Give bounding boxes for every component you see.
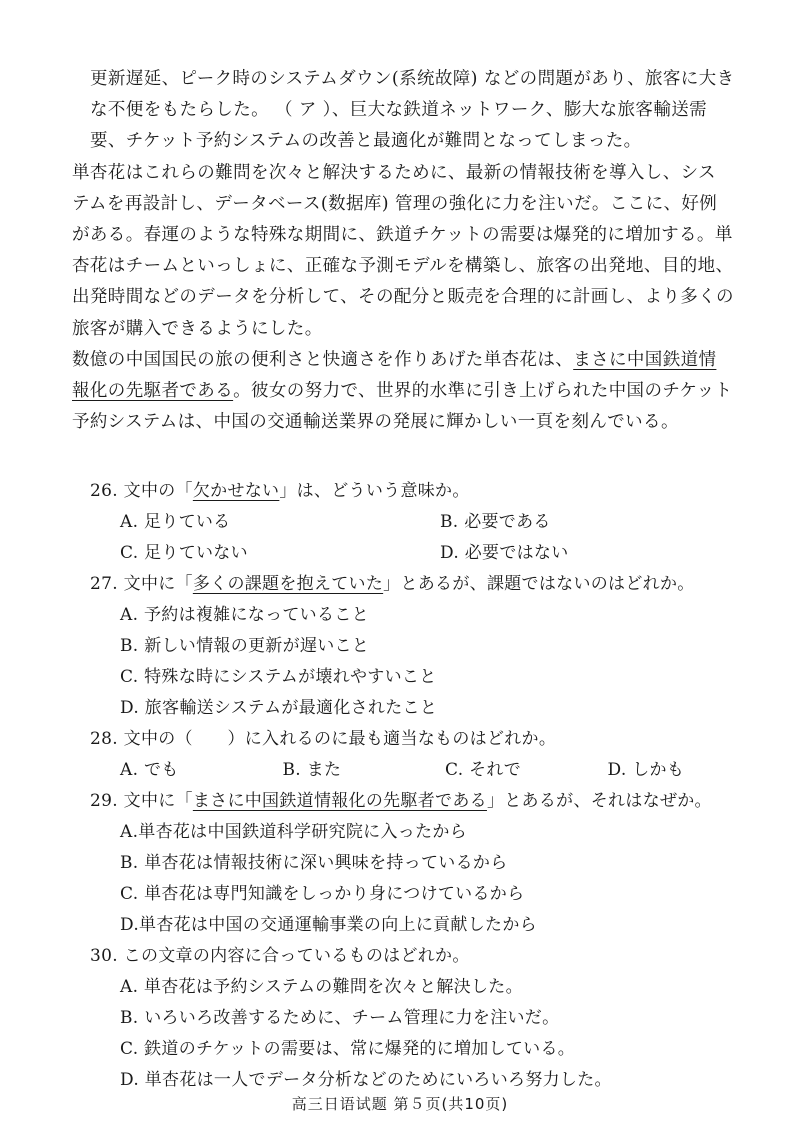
passage-line: 要、チケット予約システムの改善と最適化が難問となってしまった。 xyxy=(90,131,642,152)
question-stem: 30. この文章の内容に合っているものはどれか。 xyxy=(90,946,470,966)
passage-paragraph-3 xyxy=(72,345,760,439)
passage-paragraph-2 xyxy=(72,158,760,345)
option-c[interactable]: C. 単杏花は専門知識をしっかり身につけているから xyxy=(120,884,525,904)
reading-passage xyxy=(72,64,760,438)
underlined-phrase: 報化の先駆者である xyxy=(72,381,234,402)
passage-line: がある。春運のような特殊な期間に、鉄道チケットの需要は爆発的に増加する。単 xyxy=(72,225,733,246)
stem-text: 」とあるが、課題ではないのはどれか。 xyxy=(383,574,695,594)
question-28 xyxy=(90,724,770,786)
option-c[interactable]: C. 鉄道のチケットの需要は、常に爆発的に増加している。 xyxy=(120,1039,576,1059)
option-d[interactable]: D.単杏花は中国の交通運輸事業の向上に貢献したから xyxy=(120,915,537,935)
passage-line: な不便をもたらした。 （ ア ）、巨大な鉄道ネットワーク、膨大な旅客輸送需 xyxy=(90,100,708,121)
page-footer: 高三日语试题 第５页(共10页) xyxy=(291,1095,509,1113)
stem-text: 」とあるが、それはなぜか。 xyxy=(486,791,712,811)
passage-line: テムを再設計し、データベース(数据库) 管理の強化に力を注いだ。ここに、好例 xyxy=(72,193,718,214)
question-26 xyxy=(90,476,770,569)
passage-paragraph-1 xyxy=(90,64,760,158)
options-row xyxy=(90,538,770,569)
stem-text: 26. 文中の「 xyxy=(90,481,193,501)
stem-text: 」は、どういう意味か。 xyxy=(279,481,470,501)
option-c[interactable]: C. 足りていない xyxy=(120,543,248,563)
options-row xyxy=(90,755,770,786)
option-c[interactable]: C. 特殊な時にシステムが壊れやすいこと xyxy=(120,667,437,687)
option-a[interactable]: A. 単杏花は予約システムの難問を次々と解決した。 xyxy=(120,977,523,997)
option-d[interactable]: D. 単杏花は一人でデータ分析などのためにいろいろ努力した。 xyxy=(120,1070,612,1090)
option-b[interactable]: B. 必要である xyxy=(440,512,551,532)
options-row xyxy=(90,507,770,538)
question-27 xyxy=(90,569,770,724)
passage-text: 。彼女の努力で、世界的水準に引き上げられた中国のチケット xyxy=(233,381,733,402)
underlined-phrase: まさに中国鉄道情報化の先駆者である xyxy=(192,791,487,811)
stem-text: 27. 文中に「 xyxy=(90,574,193,594)
option-a[interactable]: A. 予約は複雑になっていること xyxy=(120,605,369,625)
underlined-phrase: 多くの課題を抱えていた xyxy=(192,574,384,594)
underlined-phrase: まさに中国鉄道情 xyxy=(573,349,717,370)
option-b[interactable]: B. また xyxy=(282,760,342,780)
passage-line: 杏花はチームといっしょに、正確な予測モデルを構築し、旅客の出発地、目的地、 xyxy=(72,256,734,277)
option-b[interactable]: B. いろいろ改善するために、チーム管理に力を注いだ。 xyxy=(120,1008,560,1028)
option-b[interactable]: B. 新しい情報の更新が遅いこと xyxy=(120,636,370,656)
question-30 xyxy=(90,941,770,1096)
passage-line: 予約システムは、中国の交通輸送業界の発展に輝かしい一頁を刻んでいる。 xyxy=(72,412,679,433)
option-d[interactable]: D. 旅客輸送システムが最適化されたこと xyxy=(120,698,438,718)
passage-line xyxy=(72,376,760,407)
option-a[interactable]: A.単杏花は中国鉄道科学研究院に入ったから xyxy=(120,822,467,842)
stem-text: 29. 文中に「 xyxy=(90,791,193,811)
passage-line: 旅客が購入できるようにした。 xyxy=(72,318,323,339)
option-d[interactable]: D. 必要ではない xyxy=(440,543,569,563)
option-a[interactable]: A. 足りている xyxy=(120,512,231,532)
passage-text: 数億の中国国民の旅の便利さと快適さを作りあげた単杏花は、 xyxy=(72,349,574,370)
underlined-phrase: 欠かせない xyxy=(192,481,280,501)
option-a[interactable]: A. でも xyxy=(120,760,179,780)
question-stem: 28. 文中の（ ）に入れるのに最も適当なものはどれか。 xyxy=(90,729,557,749)
question-stem xyxy=(90,476,770,507)
passage-line xyxy=(72,345,760,376)
question-stem xyxy=(90,569,770,600)
option-c[interactable]: C. それで xyxy=(445,760,522,780)
option-b[interactable]: B. 単杏花は情報技術に深い興味を持っているから xyxy=(120,853,508,873)
question-list xyxy=(90,476,770,1096)
question-29 xyxy=(90,786,770,941)
passage-line: 単杏花はこれらの難問を次々と解決するために、最新の情報技術を導入し、シス xyxy=(72,162,716,183)
passage-line: 出発時間などのデータを分析して、その配分と販売を合理的に計画し、より多くの xyxy=(72,287,734,308)
option-d[interactable]: D. しかも xyxy=(607,760,685,780)
question-stem xyxy=(90,786,770,817)
passage-line: 更新遅延、ピーク時のシステムダウン(系统故障) などの問題があり、旅客に大き xyxy=(90,69,735,89)
